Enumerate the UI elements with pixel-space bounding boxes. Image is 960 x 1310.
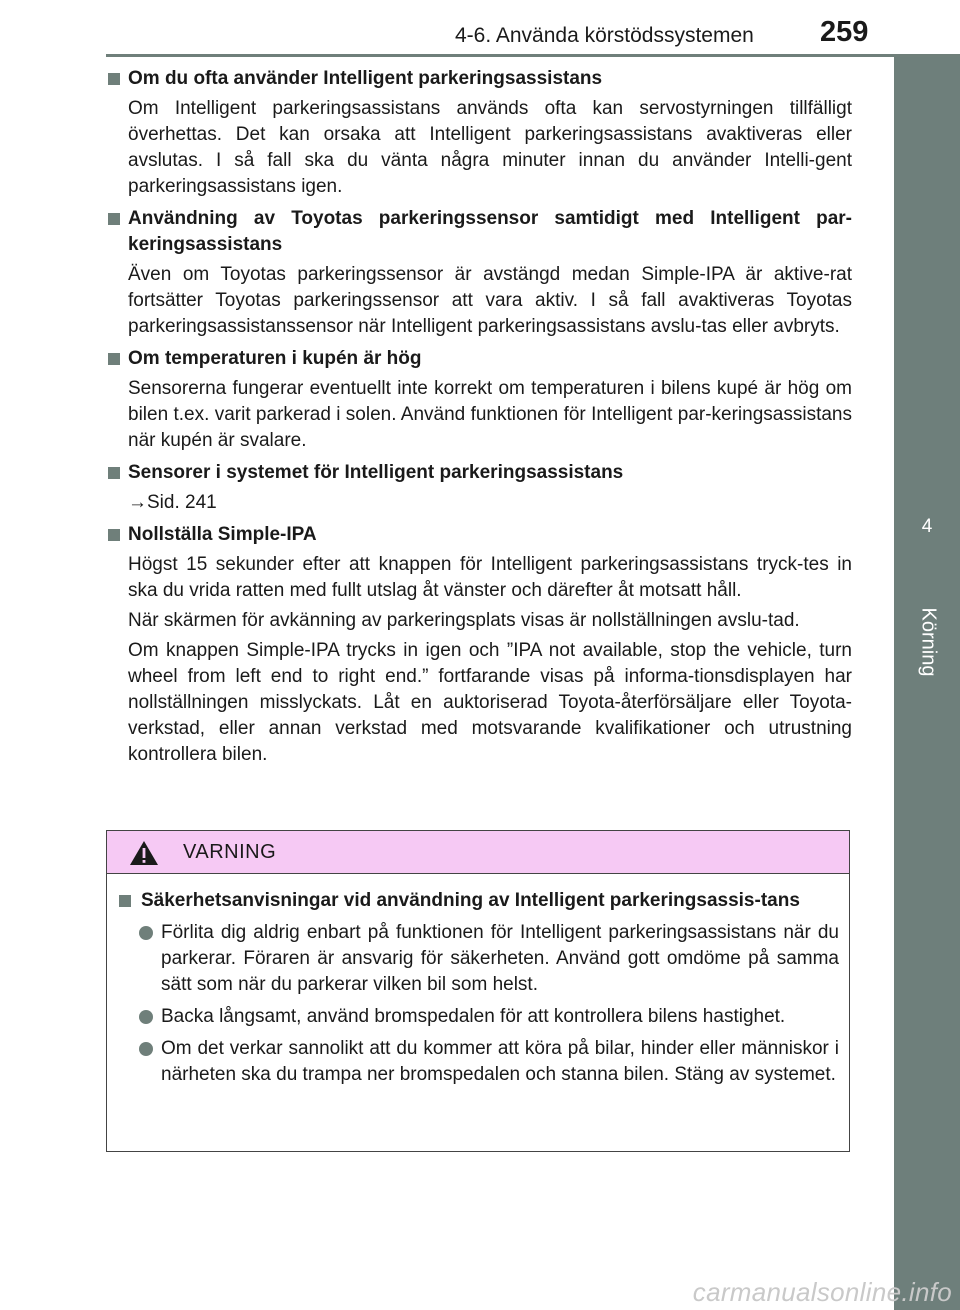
section-sensors — [106, 460, 852, 516]
section-paragraph: Även om Toyotas parkeringssensor är avstängd medan Simple-IPA är aktive-rat fortsätter Toyotas parkeringssensor att vara aktiv. I så fall avaktiveras Toyotas parkeringsassistanssensor när Intelligent parkeringsassistans avslu-tas eller avbryts. — [128, 264, 852, 337]
square-bullet-icon — [108, 529, 120, 541]
circle-bullet-icon — [139, 926, 153, 940]
header-divider — [106, 54, 960, 57]
section-heading: Nollställa Simple-IPA — [106, 522, 852, 548]
page-reference-link[interactable]: →Sid. 241 — [128, 492, 217, 513]
square-bullet-icon — [108, 353, 120, 365]
section-cabin-temperature — [106, 346, 852, 454]
circle-bullet-icon — [139, 1042, 153, 1056]
side-tab-upper — [894, 57, 960, 477]
section-reset-simple-ipa — [106, 522, 852, 768]
square-bullet-icon — [108, 213, 120, 225]
section-frequent-use — [106, 66, 852, 200]
section-paragraph: Sensorerna fungerar eventuellt inte korrekt om temperaturen i bilens kupé är hög om bilen t.ex. varit parkerad i solen. Använd funktionen för Intelligent par-keringsassistans när kupén är svalare. — [128, 378, 852, 451]
warning-bullet: Förlita dig aldrig enbart på funktionen för Intelligent parkeringsassistans när du parkerar. Föraren är ansvarig för säkerheten. Använd gott omdöme på samma sätt som när du parkerar vilken bil som helst. — [119, 920, 839, 998]
main-content — [106, 66, 852, 774]
side-tab-chapter-label-text: Körning — [917, 607, 940, 677]
warning-bullet: Om det verkar sannolikt att du kommer att köra på bilar, hinder eller människor i närheten ska du trampa ner bromspedalen och stanna bilen. Stäng av systemet. — [119, 1036, 839, 1088]
section-heading: Sensorer i systemet för Intelligent parkeringsassistans — [106, 460, 852, 486]
watermark: carmanualsonline.info — [692, 1277, 952, 1307]
warning-header — [107, 831, 849, 874]
page-header-title: 4-6. Använda körstödssystemen — [455, 24, 754, 47]
section-paragraph: Om knappen Simple-IPA trycks in igen och ”IPA not available, stop the vehicle, turn wheel from left end to right end.” fortfarande visas på informa-tionsdisplayen har nollställningen misslyckats. Låt en auktoriserad Toyota-återförsäljare eller Toyota-verkstad, eller annan verkstad med motsvarande kvalifikationer och utrustning kontrollera bilen. — [128, 640, 852, 765]
warning-title: VARNING — [183, 841, 277, 863]
square-bullet-icon — [108, 73, 120, 85]
circle-bullet-icon — [139, 1010, 153, 1024]
warning-body — [107, 874, 849, 1088]
side-tab-chapter-number: 4 — [894, 477, 960, 577]
square-bullet-icon — [119, 895, 131, 907]
warning-heading: Säkerhetsanvisningar vid användning av Intelligent parkeringsassis-tans — [119, 888, 839, 914]
section-heading: Användning av Toyotas parkeringssensor samtidigt med Intelligent par-keringsassistans — [106, 206, 852, 258]
page-number: 259 — [820, 16, 869, 48]
square-bullet-icon — [108, 467, 120, 479]
section-heading: Om du ofta använder Intelligent parkeringsassistans — [106, 66, 852, 92]
section-paragraph: När skärmen för avkänning av parkeringsplats visas är nollställningen avslu-tad. — [128, 610, 800, 631]
side-tab-chapter-label — [895, 577, 960, 707]
section-parking-sensor — [106, 206, 852, 340]
warning-box — [106, 830, 850, 1152]
warning-triangle-icon — [129, 840, 159, 866]
section-heading: Om temperaturen i kupén är hög — [106, 346, 852, 372]
warning-bullet: Backa långsamt, använd bromspedalen för att kontrollera bilens hastighet. — [119, 1004, 839, 1030]
section-paragraph: Högst 15 sekunder efter att knappen för Intelligent parkeringsassistans tryck-tes in ska du vrida ratten med fullt utslag åt vänster och därefter åt motsatt håll. — [128, 554, 852, 601]
section-paragraph: Om Intelligent parkeringsassistans används ofta kan servostyrningen tillfälligt överhettas. Det kan orsaka att Intelligent parkeringsassistans avaktiveras eller avslutas. I så fall ska du vänta några minuter innan du använder Intelli-gent parkeringsassistans igen. — [128, 98, 852, 197]
